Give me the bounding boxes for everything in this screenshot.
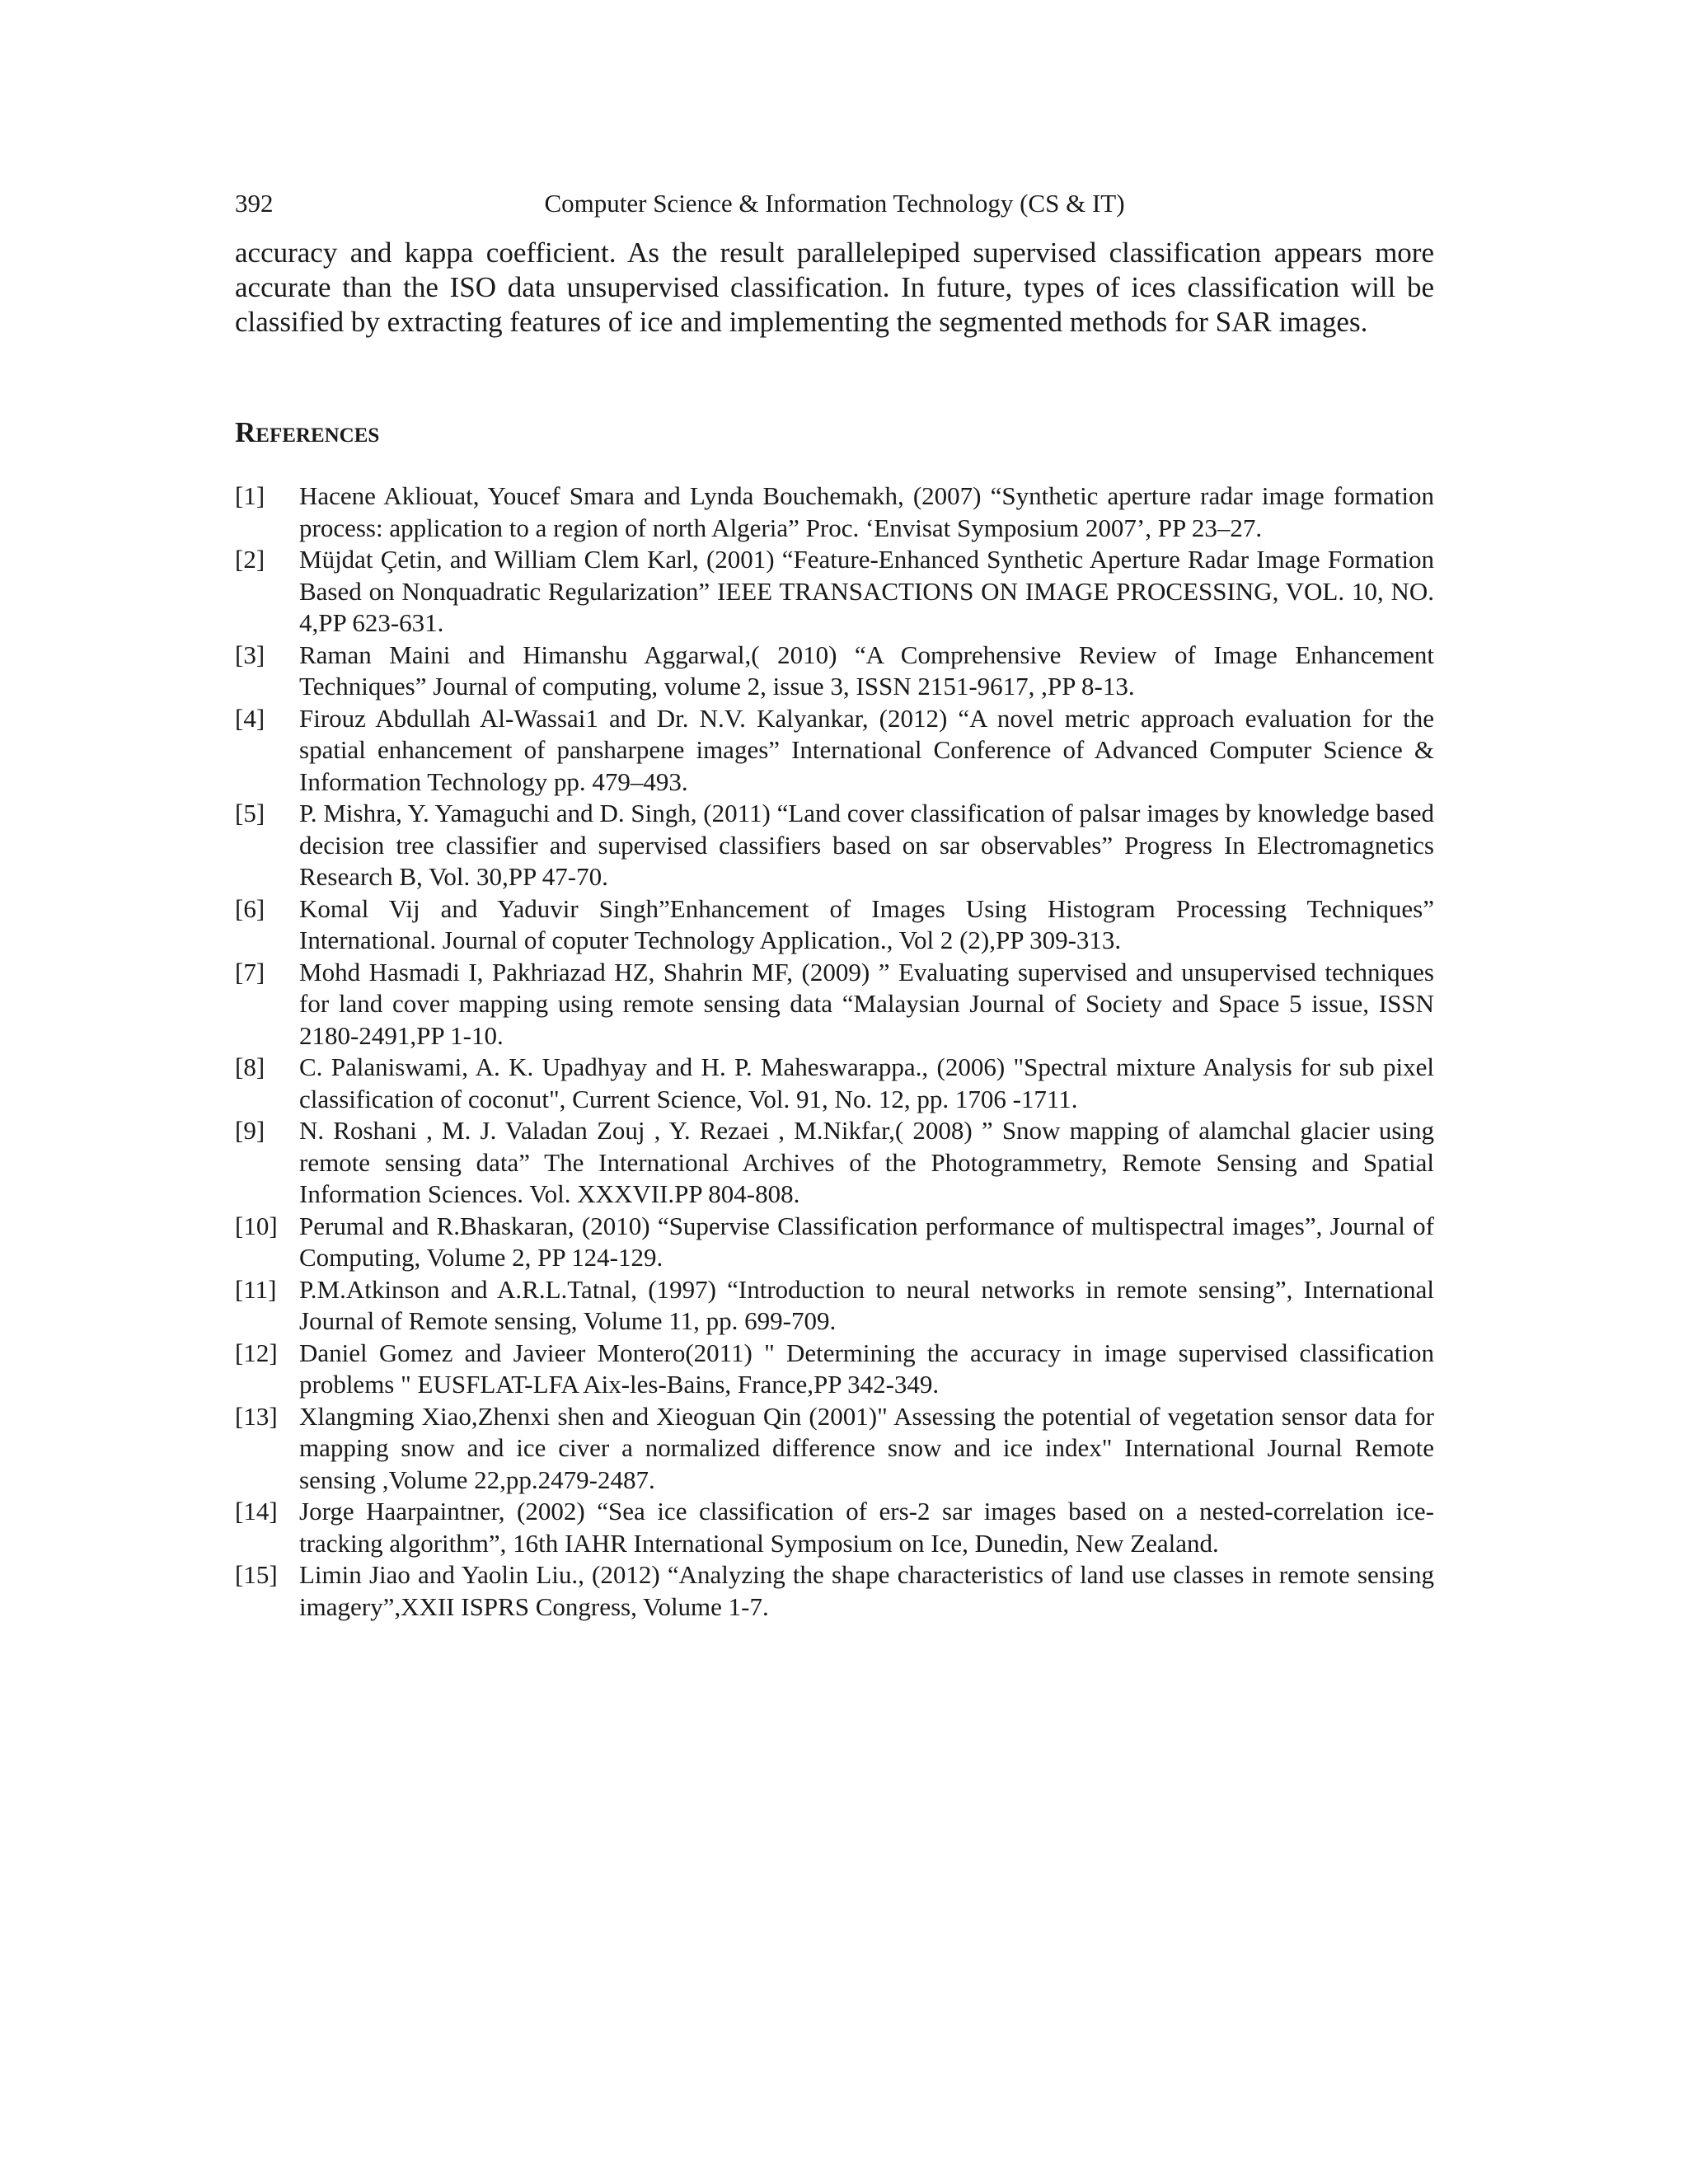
reference-number: [11] <box>235 1274 277 1304</box>
reference-item <box>235 480 1434 544</box>
reference-item <box>235 1496 1434 1559</box>
reference-number: [7] <box>235 957 265 987</box>
reference-text: Hacene Akliouat, Youcef Smara and Lynda Bouchemakh, (2007) “Synthetic aperture radar image formation process: application to a region of north Algeria” Proc. ‘Envisat Symposium 2007’, PP 23–27. <box>299 481 1434 542</box>
reference-text: Firouz Abdullah Al-Wassai1 and Dr. N.V. Kalyankar, (2012) “A novel metric approach evaluation for the spatial enhancement of pansharpene images” International Conference of Advanced Computer Science & Information Technology pp. 479–493. <box>299 703 1434 796</box>
reference-text: Müjdat Çetin, and William Clem Karl, (2001) “Feature-Enhanced Synthetic Aperture Radar Image Formation Based on Nonquadratic Regularization” IEEE TRANSACTIONS ON IMAGE PROCESSING, VOL. 10, NO. 4,PP 623-631. <box>299 545 1434 637</box>
reference-number: [8] <box>235 1052 265 1081</box>
page-number: 392 <box>235 189 274 218</box>
reference-item <box>235 1559 1434 1623</box>
reference-number: [3] <box>235 640 265 669</box>
reference-text: Mohd Hasmadi I, Pakhriazad HZ, Shahrin MF, (2009) ” Evaluating supervised and unsupervised techniques for land cover mapping using remote sensing data “Malaysian Journal of Society and Space 5 issue, ISSN 2180-2491,PP 1-10. <box>299 957 1434 1050</box>
references-heading: References <box>235 416 380 448</box>
reference-text: Xlangming Xiao,Zhenxi shen and Xieoguan Qin (2001)" Assessing the potential of vegetation sensor data for mapping snow and ice civer a normalized difference snow and ice index" International Journal Remote sensing ,Volume 22,pp.2479-2487. <box>299 1401 1434 1494</box>
reference-item <box>235 1338 1434 1401</box>
reference-text: Limin Jiao and Yaolin Liu., (2012) “Analyzing the shape characteristics of land use classes in remote sensing imagery”,XXII ISPRS Congress, Volume 1-7. <box>299 1560 1434 1621</box>
reference-number: [6] <box>235 893 265 923</box>
reference-item <box>235 1052 1434 1115</box>
page-header <box>235 185 1434 223</box>
running-title: Computer Science & Information Technology (CS & IT) <box>544 189 1125 218</box>
reference-item <box>235 1401 1434 1497</box>
reference-item <box>235 1274 1434 1338</box>
reference-text: Perumal and R.Bhaskaran, (2010) “Supervise Classification performance of multispectral images”, Journal of Computing, Volume 2, PP 124-129. <box>299 1211 1434 1272</box>
reference-text: P.M.Atkinson and A.R.L.Tatnal, (1997) “Introduction to neural networks in remote sensing”, International Journal of Remote sensing, Volume 11, pp. 699-709. <box>299 1274 1434 1335</box>
reference-text: P. Mishra, Y. Yamaguchi and D. Singh, (2011) “Land cover classification of palsar images by knowledge based decision tree classifier and supervised classifiers based on sar observables” Progress In Electromagnetics Research B, Vol. 30,PP 47-70. <box>299 799 1434 891</box>
reference-item <box>235 1211 1434 1274</box>
reference-item <box>235 1115 1434 1211</box>
reference-text: Komal Vij and Yaduvir Singh”Enhancement of Images Using Histogram Processing Techniques” International. Journal of coputer Technology Application., Vol 2 (2),PP 309-313. <box>299 893 1434 954</box>
reference-item <box>235 703 1434 799</box>
conclusion-paragraph: accuracy and kappa coefficient. As the result parallelepiped supervised classification appears more accurate than the ISO data unsupervised classification. In future, types of ices classification will be classified by extracting features of ice and implementing the segmented methods for SAR images. <box>235 237 1434 338</box>
reference-text: Jorge Haarpaintner, (2002) “Sea ice classification of ers-2 sar images based on a nested-correlation ice-tracking algorithm”, 16th IAHR International Symposium on Ice, Dunedin, New Zealand. <box>299 1497 1434 1558</box>
reference-number: [10] <box>235 1211 278 1240</box>
reference-number: [1] <box>235 481 265 510</box>
reference-item <box>235 893 1434 957</box>
reference-number: [5] <box>235 799 265 827</box>
reference-text: C. Palaniswami, A. K. Upadhyay and H. P. Maheswarappa., (2006) "Spectral mixture Analysis for sub pixel classification of coconut", Current Science, Vol. 91, No. 12, pp. 1706 -1711. <box>299 1052 1434 1113</box>
reference-text: Raman Maini and Himanshu Aggarwal,( 2010) “A Comprehensive Review of Image Enhancement Techniques” Journal of computing, volume 2, issue 3, ISSN 2151-9617, ,PP 8-13. <box>299 640 1434 701</box>
reference-item <box>235 798 1434 893</box>
reference-number: [9] <box>235 1116 265 1145</box>
paper-page <box>235 0 1434 2184</box>
reference-item <box>235 544 1434 640</box>
reference-item <box>235 957 1434 1052</box>
reference-item <box>235 640 1434 703</box>
reference-number: [2] <box>235 545 265 574</box>
reference-number: [15] <box>235 1560 278 1589</box>
reference-number: [14] <box>235 1497 278 1526</box>
reference-number: [12] <box>235 1338 278 1367</box>
reference-number: [13] <box>235 1401 278 1431</box>
reference-list <box>235 480 1434 1623</box>
reference-text: Daniel Gomez and Javieer Montero(2011) " Determining the accuracy in image supervised classification problems " EUSFLAT-LFA Aix-les-Bains, France,PP 342-349. <box>299 1338 1434 1399</box>
reference-number: [4] <box>235 703 265 733</box>
reference-text: N. Roshani , M. J. Valadan Zouj , Y. Rezaei , M.Nikfar,( 2008) ” Snow mapping of alamchal glacier using remote sensing data” The International Archives of the Photogrammetry, Remote Sensing and Spatial Information Sciences. Vol. XXXVII.PP 804-808. <box>299 1116 1434 1208</box>
